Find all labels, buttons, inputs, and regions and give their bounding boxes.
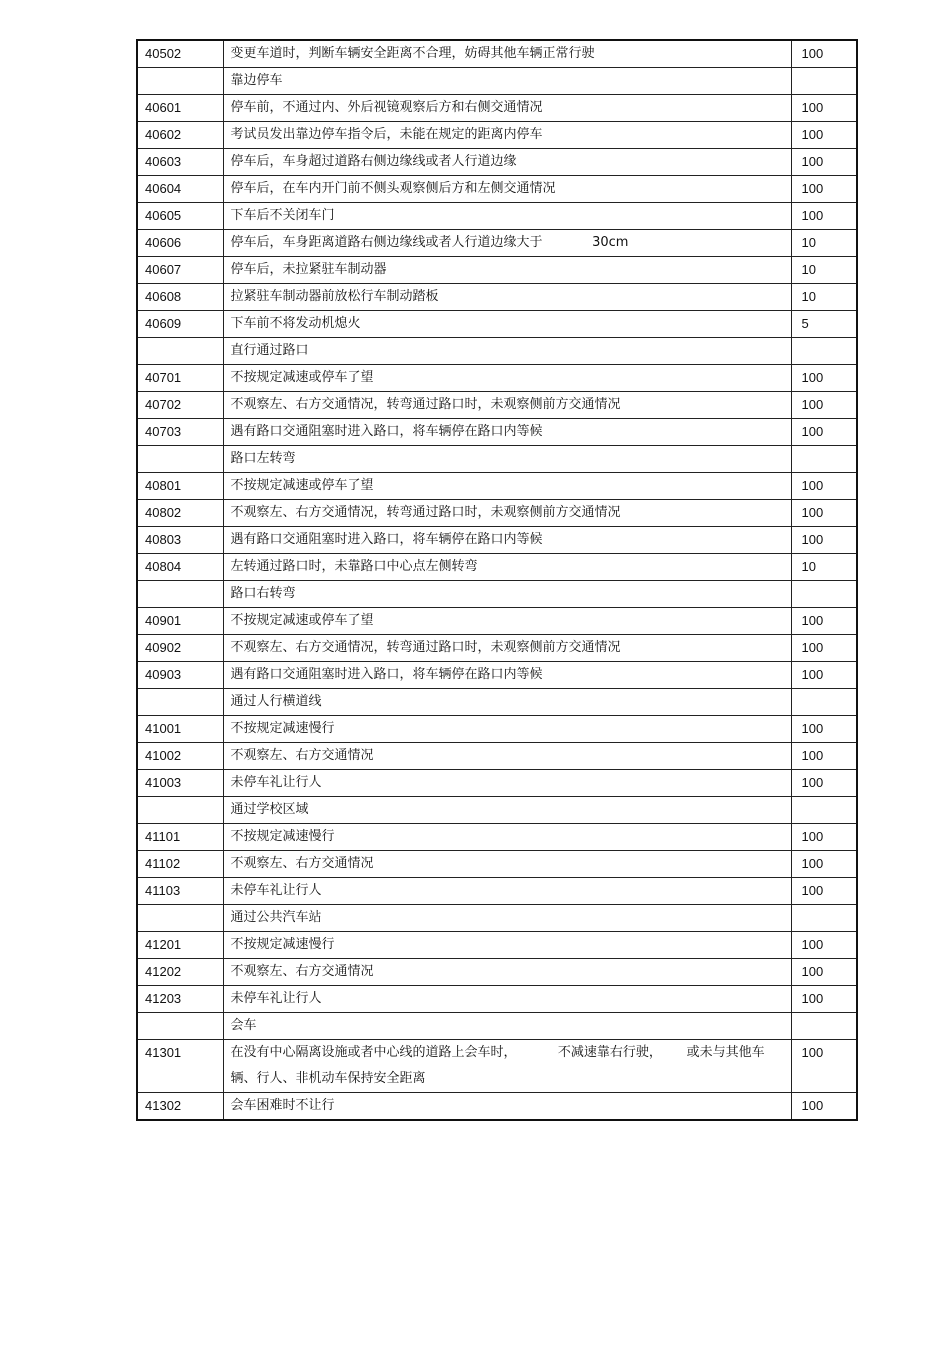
table-row — [137, 851, 857, 878]
deduction-score: 10 — [791, 230, 857, 257]
deduction-score: 100 — [791, 365, 857, 392]
item-description: 遇有路口交通阻塞时进入路口，将车辆停在路口内等候 — [223, 419, 791, 446]
item-code: 40603 — [137, 149, 223, 176]
table-row — [137, 662, 857, 689]
item-description: 下车后不关闭车门 — [223, 203, 791, 230]
deduction-score: 100 — [791, 635, 857, 662]
item-code: 40608 — [137, 284, 223, 311]
deduction-score: 100 — [791, 149, 857, 176]
item-code: 41101 — [137, 824, 223, 851]
deduction-score — [791, 1013, 857, 1040]
table-row — [137, 311, 857, 338]
deduction-score — [791, 581, 857, 608]
table-row — [137, 473, 857, 500]
item-code — [137, 581, 223, 608]
item-description: 变更车道时，判断车辆安全距离不合理，妨碍其他车辆正常行驶 — [223, 40, 791, 68]
deduction-score: 100 — [791, 1040, 857, 1093]
deduction-score: 100 — [791, 743, 857, 770]
item-description: 未停车礼让行人 — [223, 986, 791, 1013]
section-header-row — [137, 581, 857, 608]
deduction-score — [791, 905, 857, 932]
item-description: 不按规定减速或停车了望 — [223, 365, 791, 392]
item-code: 41201 — [137, 932, 223, 959]
item-description: 拉紧驻车制动器前放松行车制动踏板 — [223, 284, 791, 311]
item-description: 停车后，车身距离道路右侧边缘线或者人行道边缘大于 30cm — [223, 230, 791, 257]
item-description: 遇有路口交通阻塞时进入路口，将车辆停在路口内等候 — [223, 527, 791, 554]
deduction-score: 100 — [791, 1093, 857, 1121]
table-row — [137, 959, 857, 986]
item-code: 41102 — [137, 851, 223, 878]
item-description: 考试员发出靠边停车指令后，未能在规定的距离内停车 — [223, 122, 791, 149]
table-row — [137, 932, 857, 959]
table-row — [137, 770, 857, 797]
section-header-row — [137, 338, 857, 365]
section-header-row — [137, 797, 857, 824]
table-row — [137, 365, 857, 392]
table-row — [137, 230, 857, 257]
item-code: 41203 — [137, 986, 223, 1013]
item-description: 不观察左、右方交通情况 — [223, 959, 791, 986]
item-code: 40502 — [137, 40, 223, 68]
item-description: 通过人行横道线 — [223, 689, 791, 716]
item-description: 不按规定减速慢行 — [223, 716, 791, 743]
table-row — [137, 527, 857, 554]
item-description: 左转通过路口时，未靠路口中心点左侧转弯 — [223, 554, 791, 581]
deduction-score: 100 — [791, 878, 857, 905]
item-description: 不观察左、右方交通情况 — [223, 851, 791, 878]
table-row — [137, 635, 857, 662]
deduction-table — [136, 39, 858, 1121]
item-code — [137, 338, 223, 365]
item-code: 40901 — [137, 608, 223, 635]
item-code — [137, 68, 223, 95]
deduction-score: 10 — [791, 257, 857, 284]
deduction-score: 100 — [791, 824, 857, 851]
item-code: 40601 — [137, 95, 223, 122]
item-code: 40902 — [137, 635, 223, 662]
item-code: 40604 — [137, 176, 223, 203]
table-row — [137, 95, 857, 122]
item-description: 下车前不将发动机熄火 — [223, 311, 791, 338]
section-header-row — [137, 68, 857, 95]
item-description: 会车困难时不让行 — [223, 1093, 791, 1121]
item-description: 路口左转弯 — [223, 446, 791, 473]
deduction-score — [791, 338, 857, 365]
deduction-score: 100 — [791, 203, 857, 230]
section-header-row — [137, 446, 857, 473]
item-description: 会车 — [223, 1013, 791, 1040]
item-description: 停车后，车身超过道路右侧边缘线或者人行道边缘 — [223, 149, 791, 176]
deduction-score: 100 — [791, 716, 857, 743]
item-description: 直行通过路口 — [223, 338, 791, 365]
item-description: 不观察左、右方交通情况，转弯通过路口时，未观察侧前方交通情况 — [223, 392, 791, 419]
deduction-score: 100 — [791, 932, 857, 959]
item-code: 41002 — [137, 743, 223, 770]
item-code — [137, 446, 223, 473]
table-row — [137, 257, 857, 284]
item-code: 40607 — [137, 257, 223, 284]
section-header-row — [137, 905, 857, 932]
item-description: 在没有中心隔离设施或者中心线的道路上会车时， 不减速靠右行驶， 或未与其他车辆、行人、非机动车保持安全距离 — [223, 1040, 791, 1093]
table-row — [137, 1040, 857, 1093]
deduction-table-body — [137, 40, 857, 1120]
item-description: 不观察左、右方交通情况，转弯通过路口时，未观察侧前方交通情况 — [223, 635, 791, 662]
deduction-score: 100 — [791, 176, 857, 203]
deduction-score: 100 — [791, 959, 857, 986]
item-description: 不观察左、右方交通情况，转弯通过路口时，未观察侧前方交通情况 — [223, 500, 791, 527]
item-code: 41302 — [137, 1093, 223, 1121]
deduction-score: 100 — [791, 500, 857, 527]
item-code: 41103 — [137, 878, 223, 905]
item-code: 40703 — [137, 419, 223, 446]
deduction-score: 10 — [791, 284, 857, 311]
item-description: 通过学校区域 — [223, 797, 791, 824]
item-description: 停车后，在车内开门前不侧头观察侧后方和左侧交通情况 — [223, 176, 791, 203]
item-code — [137, 1013, 223, 1040]
table-row — [137, 176, 857, 203]
item-description: 靠边停车 — [223, 68, 791, 95]
item-code: 40802 — [137, 500, 223, 527]
deduction-score: 100 — [791, 40, 857, 68]
item-code: 40803 — [137, 527, 223, 554]
table-row — [137, 392, 857, 419]
table-row — [137, 203, 857, 230]
deduction-score: 100 — [791, 770, 857, 797]
item-code: 40605 — [137, 203, 223, 230]
item-description: 不按规定减速慢行 — [223, 824, 791, 851]
table-row — [137, 878, 857, 905]
deduction-score: 100 — [791, 392, 857, 419]
item-description: 停车后，未拉紧驻车制动器 — [223, 257, 791, 284]
section-header-row — [137, 689, 857, 716]
table-row — [137, 986, 857, 1013]
item-code: 40609 — [137, 311, 223, 338]
deduction-score: 100 — [791, 473, 857, 500]
table-row — [137, 40, 857, 68]
item-code: 40606 — [137, 230, 223, 257]
deduction-score: 100 — [791, 122, 857, 149]
deduction-score: 100 — [791, 851, 857, 878]
item-code: 40903 — [137, 662, 223, 689]
item-code — [137, 905, 223, 932]
item-code: 41003 — [137, 770, 223, 797]
table-row — [137, 419, 857, 446]
table-row — [137, 824, 857, 851]
item-code: 41001 — [137, 716, 223, 743]
deduction-score — [791, 689, 857, 716]
deduction-score: 100 — [791, 608, 857, 635]
deduction-score: 100 — [791, 986, 857, 1013]
deduction-score: 100 — [791, 527, 857, 554]
table-row — [137, 1093, 857, 1121]
item-description: 不观察左、右方交通情况 — [223, 743, 791, 770]
item-description: 未停车礼让行人 — [223, 878, 791, 905]
table-row — [137, 554, 857, 581]
section-header-row — [137, 1013, 857, 1040]
item-code: 40602 — [137, 122, 223, 149]
deduction-score — [791, 797, 857, 824]
item-code: 40701 — [137, 365, 223, 392]
deduction-score: 10 — [791, 554, 857, 581]
item-description: 停车前，不通过内、外后视镜观察后方和右侧交通情况 — [223, 95, 791, 122]
table-row — [137, 284, 857, 311]
item-description: 不按规定减速或停车了望 — [223, 608, 791, 635]
item-description: 不按规定减速或停车了望 — [223, 473, 791, 500]
deduction-score — [791, 68, 857, 95]
table-row — [137, 608, 857, 635]
table-row — [137, 122, 857, 149]
item-code — [137, 797, 223, 824]
item-code: 40804 — [137, 554, 223, 581]
item-code: 41301 — [137, 1040, 223, 1093]
item-description: 通过公共汽车站 — [223, 905, 791, 932]
item-code — [137, 689, 223, 716]
deduction-score: 5 — [791, 311, 857, 338]
item-code: 41202 — [137, 959, 223, 986]
item-description: 未停车礼让行人 — [223, 770, 791, 797]
item-description: 不按规定减速慢行 — [223, 932, 791, 959]
deduction-score: 100 — [791, 95, 857, 122]
deduction-score: 100 — [791, 662, 857, 689]
deduction-score — [791, 446, 857, 473]
item-description: 路口右转弯 — [223, 581, 791, 608]
item-code: 40702 — [137, 392, 223, 419]
table-row — [137, 149, 857, 176]
item-description: 遇有路口交通阻塞时进入路口，将车辆停在路口内等候 — [223, 662, 791, 689]
table-row — [137, 500, 857, 527]
table-row — [137, 716, 857, 743]
table-row — [137, 743, 857, 770]
item-code: 40801 — [137, 473, 223, 500]
deduction-score: 100 — [791, 419, 857, 446]
